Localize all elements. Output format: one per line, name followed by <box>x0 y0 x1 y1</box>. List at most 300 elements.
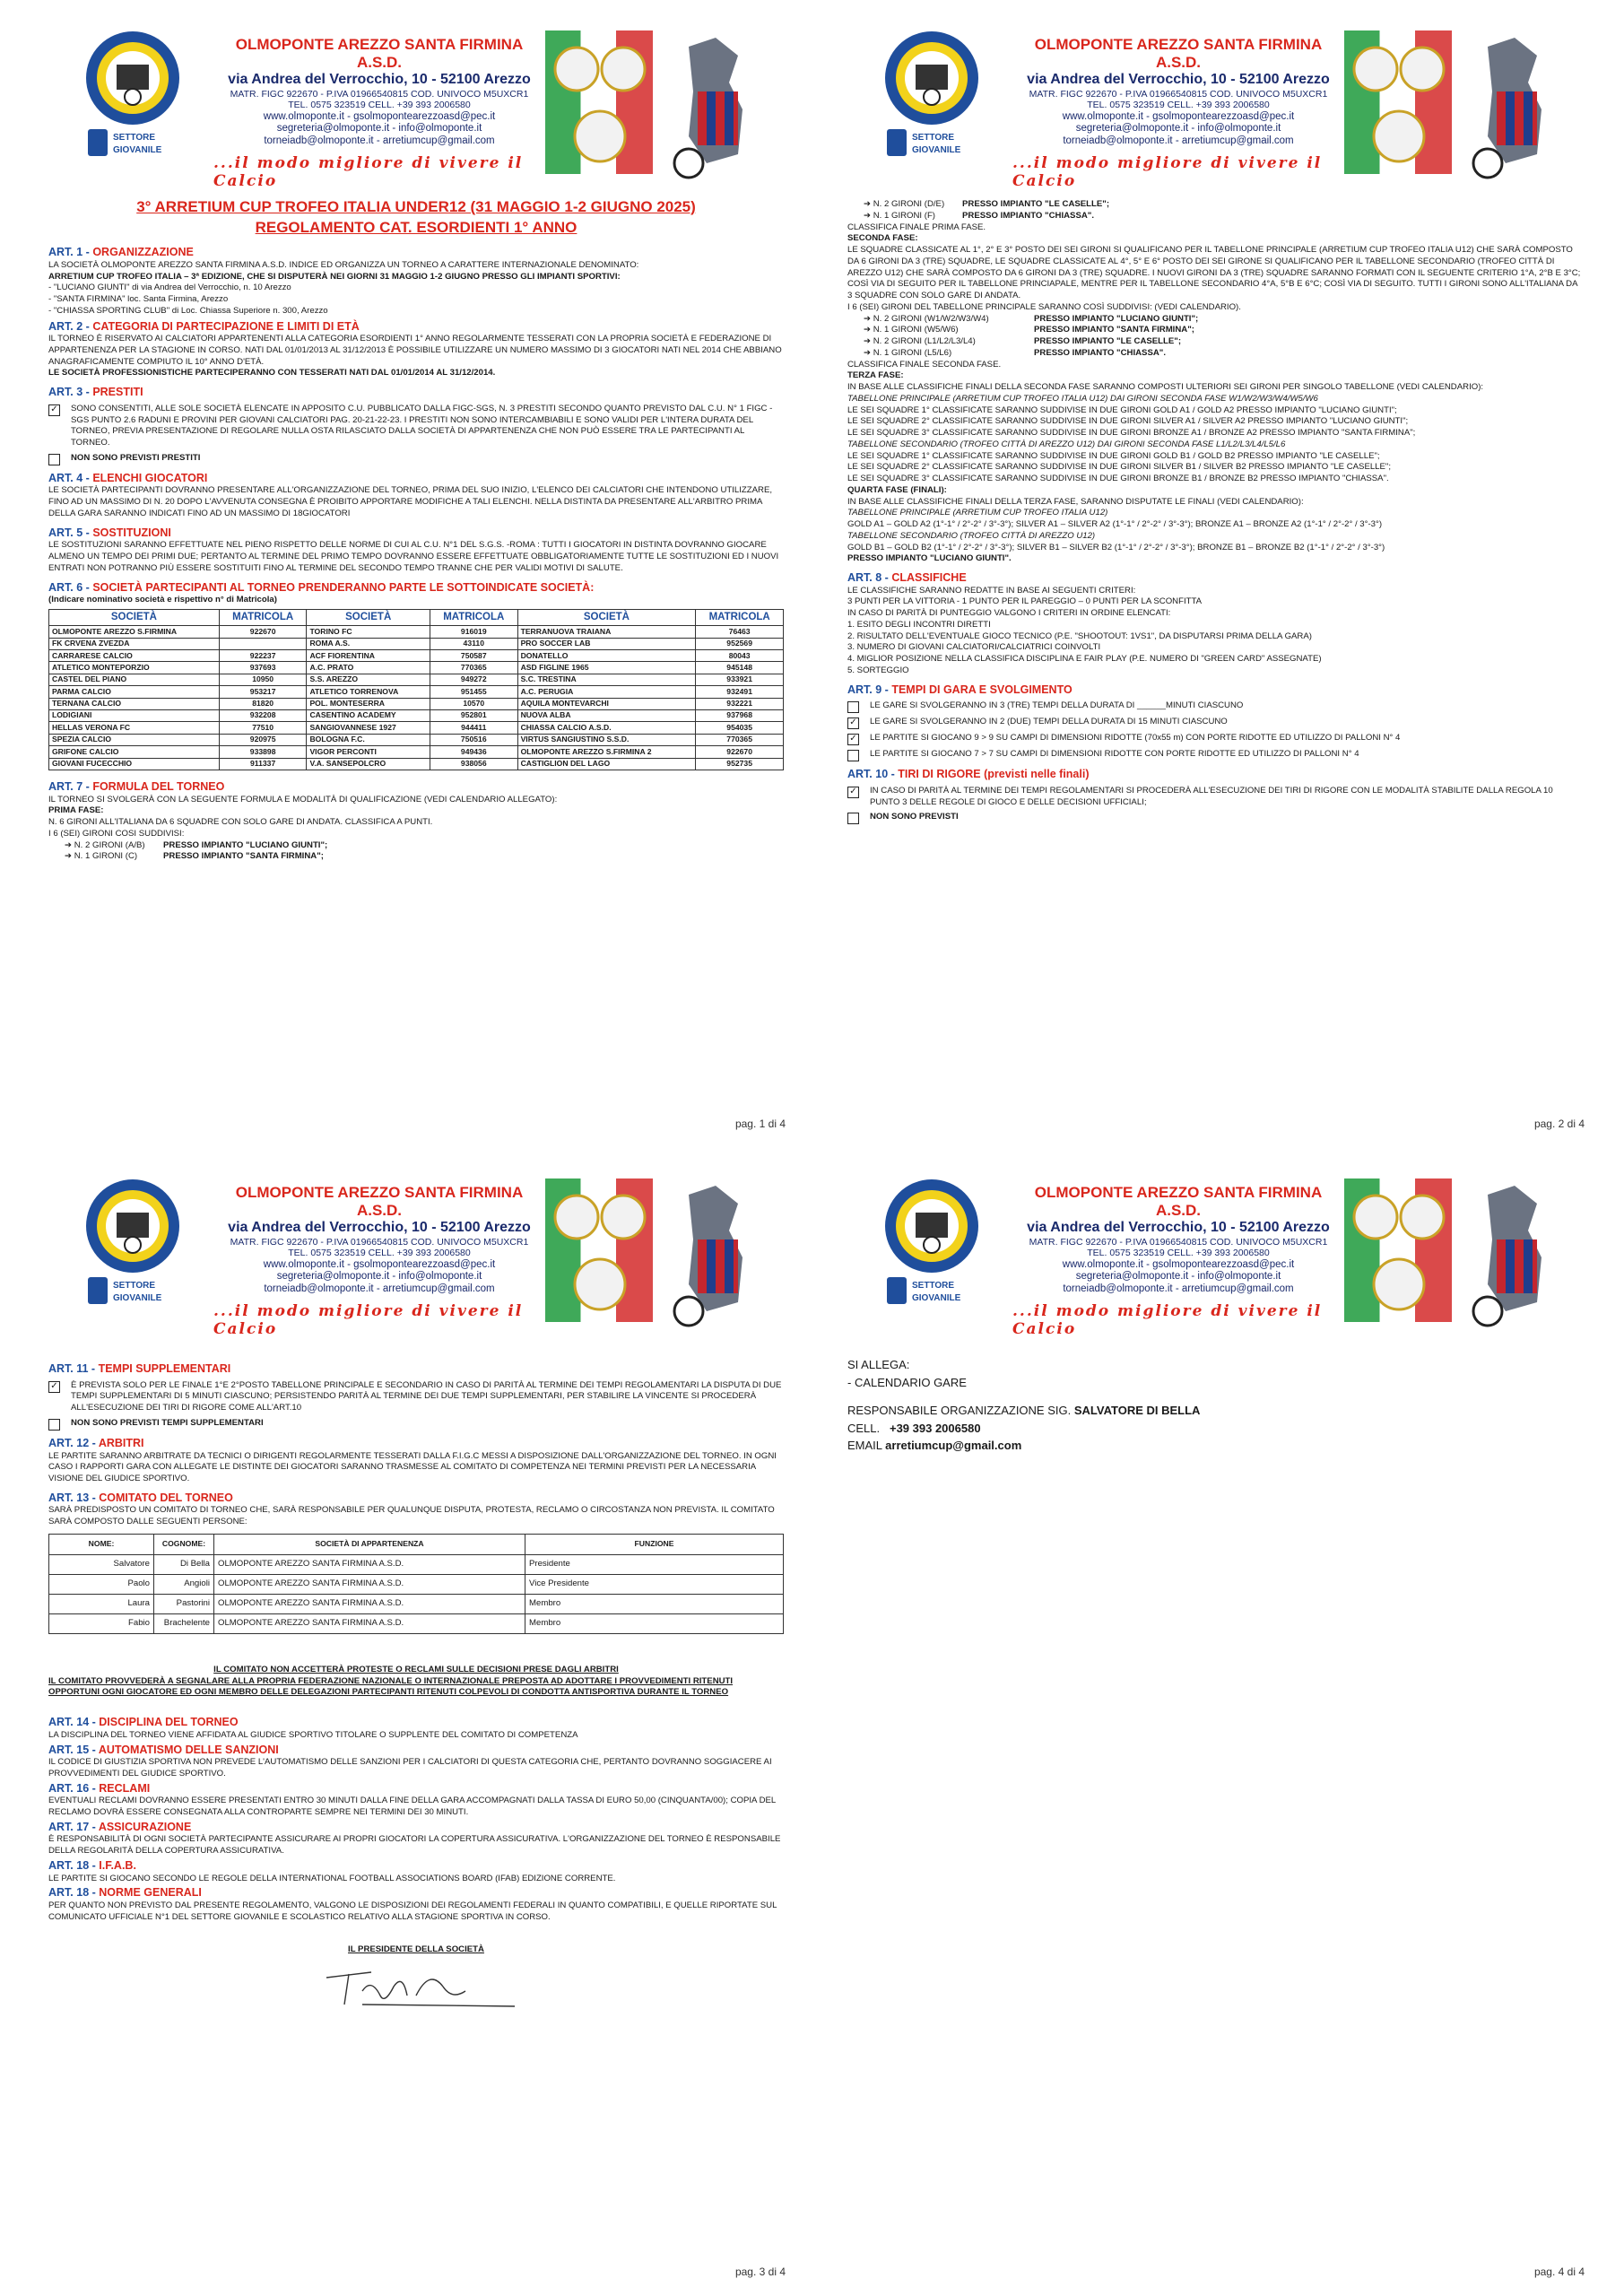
committee-table-header: NOME: <box>49 1534 154 1554</box>
team-cell: ROMA A.S. <box>307 638 430 649</box>
committee-cell: Laura <box>49 1594 154 1613</box>
club-name: OLMOPONTE AREZZO SANTA FIRMINA A.S.D. <box>1034 1184 1323 1220</box>
table-row <box>49 734 784 745</box>
team-cell: AQUILA MONTEVARCHI <box>517 698 696 709</box>
venue-3: - "CHIASSA SPORTING CLUB" di Loc. Chiassa Superiore n. 300, Arezzo <box>48 305 328 316</box>
club-web: www.olmoponte.it - gsolmopontearezzoasd@pec.it <box>1062 1258 1295 1270</box>
committee-cell: Membro <box>525 1613 784 1633</box>
club-email-2: torneiadb@olmoponte.it - arretiumcup@gmail.com <box>264 1283 495 1294</box>
team-cell: DONATELLO <box>517 650 696 662</box>
matricola-cell: 750516 <box>430 734 517 745</box>
club-motto: ...il modo migliore di vivere il Calcio <box>1012 154 1323 190</box>
email-line: EMAIL arretiumcup@gmail.com <box>847 1439 1022 1452</box>
matricola-cell: 922670 <box>219 626 307 638</box>
art-8-text: 3 PUNTI PER LA VITTORIA - 1 PUNTO PER IL PAREGGIO – 0 PUNTI PER LA SCONFITTA <box>847 596 1203 607</box>
committee-cell: Fabio <box>49 1613 154 1633</box>
table-row <box>49 1554 784 1574</box>
art-8-heading: ART. 8 - CLASSIFICHE <box>847 571 967 584</box>
svg-text:SETTORE: SETTORE <box>113 133 156 143</box>
matricola-cell: 922670 <box>696 746 784 758</box>
art-15-text: IL CODICE DI GIUSTIZIA SPORTIVA NON PREVEDE L'AUTOMATISMO DELLE SANZIONI PER I CALCIATORI DI QUESTA CATEGORIA CHE, PERTANTO DOVRANNO SOGGIACERE AI PROVVEDIMENTI DEL GIUDICE SPORTIVO. <box>48 1757 772 1779</box>
team-cell: TORINO FC <box>307 626 430 638</box>
horse-mascot-icon <box>1452 1177 1577 1329</box>
art-1-text: LA SOCIETÀ OLMOPONTE AREZZO SANTA FIRMINA A.S.D. INDICE ED ORGANIZZA UN TORNEO A CARATTERE INTERNAZIONALE DENOMINATO: <box>48 259 639 270</box>
matricola-cell: 938056 <box>430 758 517 770</box>
arrow-right-icon: ➔ <box>65 839 74 850</box>
team-cell: VIGOR PERCONTI <box>307 746 430 758</box>
teams-table-header: MATRICOLA <box>430 609 517 625</box>
checkbox-checked-icon[interactable]: ✓ <box>847 718 859 729</box>
settore-giovanile-logo-icon <box>885 126 984 161</box>
team-cell: CHIASSA CALCIO A.S.D. <box>517 722 696 734</box>
tournament-badges-icon <box>550 38 648 172</box>
club-motto: ...il modo migliore di vivere il Calcio <box>213 1302 524 1338</box>
team-cell: ACF FIORENTINA <box>307 650 430 662</box>
phase-4-main-finals: GOLD A1 – GOLD A2 (1°-1° / 2°-2° / 3°-3°); SILVER A1 – SILVER A2 (1°-1° / 2°-2° / 3°-3°); BRONZE A1 – BRONZE A2 (1°-1° / 2°-2° / 3°-3°) <box>847 519 1383 529</box>
club-web: www.olmoponte.it - gsolmopontearezzoasd@pec.it <box>1062 110 1295 122</box>
art-15-heading: ART. 15 - AUTOMATISMO DELLE SANZIONI <box>48 1743 279 1756</box>
page-4-body <box>847 1356 1583 1455</box>
svg-text:GIOVANILE: GIOVANILE <box>912 1293 961 1303</box>
phase-4-label: QUARTA FASE (FINALI): <box>847 484 947 495</box>
arrow-right-icon: ➔ <box>864 325 873 335</box>
phase-3-line: LE SEI SQUADRE 2° CLASSIFICATE SARANNO SUDDIVISE IN DUE GIRONI SILVER A1 / SILVER A2 PRESSO IMPIANTO "LUCIANO GIUNTI"; <box>847 416 1409 427</box>
page-2-body <box>847 199 1583 828</box>
committee-cell: Brachelente <box>154 1613 214 1633</box>
art-16-text: EVENTUALI RECLAMI DOVRANNO ESSERE PRESENTATI ENTRO 30 MINUTI DALLA FINE DELLA GARA ACCOMPAGNATI DALLA TASSA DI EURO 50,00 (CINQUANTA/00); COPIA DEL RECLAMO DOVRÀ ESSERE CONSEGNATA ALLA CONTROPARTE SEMPRE NEI TERMINI DEI 30 MINUTI. <box>48 1796 776 1817</box>
art-12-heading: ART. 12 - ARBITRI <box>48 1436 144 1449</box>
page-number: pag. 2 di 4 <box>1533 1118 1585 1130</box>
art-3-option-1-text: SONO CONSENTITI, ALLE SOLE SOCIETÀ ELENCATE IN APPOSITO C.U. PUBBLICATO DALLA FIGC-SGS, N. 3 PRESTITI SECONDO QUANTO PREVISTO DAL C.U. N° 1 FIGC - SGS PUNTO 2.6 RADUNI E PROVINI PER GIOVANI CALCIATORI PAG. 20-21-22-23. I PRESTITI NON SONO INTERCAMBIABILI E SONO VALIDI PER L'INTERA DURATA DEL TORNEO, PREVIA PRESENTAZIONE DI REGOLARE NULLA OSTA RILASCIATO DALLA SOCIETÀ DI APPARTENENZA CHE NON PUÒ ESSERE TRA LE PARTECIPANTI AL TORNEO. <box>71 403 773 448</box>
art-10-option-2: NON SONO PREVISTI <box>847 812 1583 824</box>
committee-table-header: FUNZIONE <box>525 1534 784 1554</box>
art-14-heading: ART. 14 - DISCIPLINA DEL TORNEO <box>48 1716 239 1729</box>
art-7-text-2: N. 6 GIRONI ALL'ITALIANA DA 6 SQUADRE CON SOLO GARE DI ANDATA. CLASSIFICA A PUNTI. <box>48 817 433 828</box>
matricola-cell: 952569 <box>696 638 784 649</box>
art-9-option-2: ✓ LE GARE SI SVOLGERANNO IN 2 (DUE) TEMPI DELLA DURATA DI 15 MINUTI CIASCUNO <box>847 717 1583 729</box>
club-address: via Andrea del Verrocchio, 10 - 52100 Arezzo <box>1027 72 1330 88</box>
table-row <box>49 626 784 638</box>
criteria-item: 3. NUMERO DI GIOVANI CALCIATORI/CALCIATRICI COINVOLTI <box>847 642 1101 653</box>
committee-table-header: SOCIETÀ DI APPARTENENZA <box>214 1534 525 1554</box>
committee-cell: Paolo <box>49 1574 154 1594</box>
committee-cell: Vice Presidente <box>525 1574 784 1594</box>
matricola-cell: 952801 <box>430 709 517 721</box>
art-9-option-3: ✓ LE PARTITE SI GIOCANO 9 > 9 SU CAMPI DI DIMENSIONI RIDOTTE (70x55 m) CON PORTE RIDOTTE ED UTILIZZO DI PALLONI N° 4 <box>847 733 1583 745</box>
cell-number: +39 393 2006580 <box>889 1421 981 1435</box>
club-email-1: segreteria@olmoponte.it - info@olmoponte.it <box>276 1271 482 1283</box>
team-cell: PARMA CALCIO <box>49 686 220 698</box>
matricola-cell <box>219 638 307 649</box>
matricola-cell: 954035 <box>696 722 784 734</box>
art-18-general-heading: ART. 18 - NORME GENERALI <box>48 1886 202 1900</box>
checkbox-checked-icon[interactable]: ✓ <box>48 1381 60 1393</box>
settore-giovanile-logo-icon <box>885 1274 984 1309</box>
committee-table-header: COGNOME: <box>154 1534 214 1554</box>
team-cell: GIOVANI FUCECCHIO <box>49 758 220 770</box>
committee-cell: OLMOPONTE AREZZO SANTA FIRMINA A.S.D. <box>214 1554 525 1574</box>
matricola-cell: 932208 <box>219 709 307 721</box>
matricola-cell: 911337 <box>219 758 307 770</box>
art-1-text-2: ARRETIUM CUP TROFEO ITALIA – 3ª EDIZIONE, CHE SI DISPUTERÀ NEI GIORNI 31 MAGGIO 1-2 GIUGNO PRESSO GLI IMPIANTI SPORTIVI: <box>48 271 621 282</box>
club-logo-icon <box>79 1177 187 1275</box>
phase-3-line: LE SEI SQUADRE 2° CLASSIFICATE SARANNO SUDDIVISE IN DUE GIRONI SILVER B1 / SILVER B2 PRESSO IMPIANTO "LE CASELLE"; <box>847 462 1391 473</box>
table-row <box>49 758 784 770</box>
art-9-option-4: LE PARTITE SI GIOCANO 7 > 7 SU CAMPI DI DIMENSIONI RIDOTTE CON PORTE RIDOTTE ED UTILIZZO DI PALLONI N° 4 <box>847 749 1583 761</box>
responsible-name: SALVATORE DI BELLA <box>1073 1404 1201 1417</box>
table-row <box>49 662 784 674</box>
club-email-2: torneiadb@olmoponte.it - arretiumcup@gmail.com <box>1063 135 1294 146</box>
checkbox-unchecked-icon[interactable] <box>847 701 859 713</box>
team-cell: GRIFONE CALCIO <box>49 746 220 758</box>
criteria-item: 1. ESITO DEGLI INCONTRI DIRETTI <box>847 619 991 630</box>
team-cell: A.C. PRATO <box>307 662 430 674</box>
phase-3-main-bracket: TABELLONE PRINCIPALE (ARRETIUM CUP TROFEO ITALIA U12) DAI GIRONI SECONDA FASE W1/W2/W3/W4/W5/W6 <box>847 393 1318 404</box>
settore-giovanile-logo-icon <box>86 126 185 161</box>
matricola-cell: 933921 <box>696 674 784 685</box>
matricola-cell: 10950 <box>219 674 307 685</box>
tournament-badges-icon <box>1349 1186 1447 1320</box>
table-row <box>49 650 784 662</box>
arrow-right-icon: ➔ <box>65 851 74 862</box>
matricola-cell: 933898 <box>219 746 307 758</box>
phase-3-line: LE SEI SQUADRE 1° CLASSIFICATE SARANNO SUDDIVISE IN DUE GIRONI GOLD A1 / GOLD A2 PRESSO IMPIANTO "LUCIANO GIUNTI"; <box>847 404 1397 415</box>
matricola-cell: 949272 <box>430 674 517 685</box>
phase-2-text: LE SQUADRE CLASSICATE AL 1°, 2° E 3° POSTO DEI SEI GIRONI SI QUALIFICANO PER IL TABELLONE PRINCIPALE (ARRETIUM CUP TROFEO ITALIA U12) CHE SARÀ COMPOSTO DA 6 GIRONI DA 3 (TRE) SQUADRE, LE SQUADRE CLASSICATE AL 4°, 5° E 6° POSTO DEI SEI GIRONE SI QUALIFICANO PER IL TABELLONE SECONDARIO (TROFEO CITTÀ DI AREZZO U12) CHE SARÀ COMPOSTO DA 6 GIRONI DA 3 (TRE) SQUADRE. I NUOVI GIRONI DA 3 (TRE) SQUADRE SARANNO FORMATI CON IL SEGUENTE CRITERIO 1°A, 2°B E 3°C; COSÌ VIA DI SEGUITO PER IL TABELLONE PRINCIAPALE, MENTRE PER IL TABELLONE SECONDARIO 4°A, 5°B E 6°C; COSÌ VIA DI SEGUITO. TUTTI I GIRONI SONO ALL'ITALIANA DA 3 SQUADRE CON SOLO GARE DI ANDATA. <box>847 245 1581 300</box>
arrow-right-icon: ➔ <box>864 313 873 324</box>
team-cell: TERRANUOVA TRAIANA <box>517 626 696 638</box>
club-name: OLMOPONTE AREZZO SANTA FIRMINA A.S.D. <box>235 1184 524 1220</box>
table-row <box>49 674 784 685</box>
art-8-text: LE CLASSIFICHE SARANNO REDATTE IN BASE AI SEGUENTI CRITERI: <box>847 585 1136 596</box>
letterhead <box>878 20 1577 190</box>
art-9-option-1: LE GARE SI SVOLGERANNO IN 3 (TRE) TEMPI DELLA DURATA DI ______MINUTI CIASCUNO <box>847 700 1583 713</box>
team-cell: V.A. SANSEPOLCRO <box>307 758 430 770</box>
teams-table-header: MATRICOLA <box>219 609 307 625</box>
teams-table-header: SOCIETÀ <box>307 609 430 625</box>
svg-text:SETTORE: SETTORE <box>113 1281 156 1291</box>
phase-4-text: IN BASE ALLE CLASSIFICHE FINALI DELLA TERZA FASE, SARANNO DISPUTATE LE FINALI (VEDI CALENDARIO): <box>847 496 1304 507</box>
committee-cell: OLMOPONTE AREZZO SANTA FIRMINA A.S.D. <box>214 1594 525 1613</box>
matricola-cell: 750587 <box>430 650 517 662</box>
email-address[interactable]: arretiumcup@gmail.com <box>885 1439 1022 1452</box>
signature-icon <box>308 1960 524 2013</box>
committee-cell: Di Bella <box>154 1554 214 1574</box>
art-11-option-1: ✓ È PREVISTA SOLO PER LE FINALE 1°E 2°POSTO TABELLONE PRINCIPALE E SECONDARIO IN CASO DI PARITÀ AL TERMINE DEI TEMPI REGOLAMENTARI LA DISPUTA DI DUE TEMPI SUPPLEMENTARI DI 5 MINUTI CIASCUNO; PERSISTENDO PARITÀ AL TERMINE DEI DUE TEMPI SUPPLEMENTARI, PER STABILIRE LA VINCENTE SI PROCEDERÀ ALL'ESECUZIONE DEI TIRI DI RIGORE COME ALL'ART.10 <box>48 1380 784 1414</box>
club-email-1: segreteria@olmoponte.it - info@olmoponte.it <box>1075 123 1281 135</box>
cell-line: CELL. +39 393 2006580 <box>847 1421 981 1435</box>
matricola-cell: 81820 <box>219 698 307 709</box>
table-row <box>49 1594 784 1613</box>
art-3-option-1 <box>48 404 784 449</box>
team-cell: FK CRVENA ZVEZDA <box>49 638 220 649</box>
team-cell: CASTIGLION DEL LAGO <box>517 758 696 770</box>
svg-text:GIOVANILE: GIOVANILE <box>113 1293 162 1303</box>
checkbox-unchecked-icon[interactable] <box>48 454 60 465</box>
tournament-badges-icon <box>1349 38 1447 172</box>
team-cell: LODIGIANI <box>49 709 220 721</box>
teams-table-header: SOCIETÀ <box>49 609 220 625</box>
svg-text:SETTORE: SETTORE <box>912 133 955 143</box>
art-11-option-2: NON SONO PREVISTI TEMPI SUPPLEMENTARI <box>48 1418 784 1431</box>
art-7-text: IL TORNEO SI SVOLGERÀ CON LA SEGUENTE FORMULA E MODALITÀ DI QUALIFICAZIONE (VEDI CALENDARIO ALLEGATO): <box>48 794 558 804</box>
page-4 <box>813 1157 1610 2289</box>
club-address: via Andrea del Verrocchio, 10 - 52100 Arezzo <box>1027 1220 1330 1236</box>
art-4-text: LE SOCIETÀ PARTECIPANTI DOVRANNO PRESENTARE ALL'ORGANIZZAZIONE DEL TORNEO, PRIMA DEL SUO INIZIO, L'ELENCO DEI CALCIATORI CHE INTENDONO UTILIZZARE, FINO AD UN MASSIMO DI N. 20 DOPO L'AVVENUTA CONSEGNA È PROIBITO APPORTARE MODIFICHE A TALI ELENCHI. NELLA DISTINTA DA PRESENTARE ALL'ARBITRO PRIMA DELLA GARA SARANNO INDICATI FINO AD UN MASSIMO DI 18GIOCATORI <box>48 485 773 518</box>
page-number: pag. 1 di 4 <box>734 1118 786 1130</box>
phase-3-line: LE SEI SQUADRE 3° CLASSIFICATE SARANNO SUDDIVISE IN DUE GIRONI BRONZE B1 / BRONZE B2 PRESSO IMPIANTO "CHIASSA". <box>847 474 1389 483</box>
art-7-phase: PRIMA FASE: <box>48 805 104 816</box>
matricola-cell: 932491 <box>696 686 784 698</box>
table-row <box>49 698 784 709</box>
team-cell: HELLAS VERONA FC <box>49 722 220 734</box>
art-5-text: LE SOSTITUZIONI SARANNO EFFETTUATE NEL PIENO RISPETTO DELLE NORME DI CUI AL C.U. N°1 DEL S.G.S. -ROMA : TUTTI I GIOCATORI IN DISTINTA DOVRANNO GIOCARE ALMENO UN TEMPO DEI PRIMI DUE; PERTANTO AL TERMINE DEL PRIMO TEMPO DOVRANNO ESSERE EFFETTUATE OBBLIGATORIAMENTE TUTTE LE SOSTITUZIONI ED I NUOVI ENTRATI NON POTRANNO PIÙ ESSERE SOSTITUITI FINO AL TERMINE DEL SECONDO TEMPO TRANNE CHE PER VALIDI MOTIVI DI SALUTE. <box>48 540 779 573</box>
svg-text:SETTORE: SETTORE <box>912 1281 955 1291</box>
club-phone: TEL. 0575 323519 CELL. +39 393 2006580 <box>1087 100 1270 111</box>
document-subtitle: REGOLAMENTO CAT. ESORDIENTI 1° ANNO <box>255 218 578 236</box>
club-name: OLMOPONTE AREZZO SANTA FIRMINA A.S.D. <box>1034 36 1323 72</box>
art-4-heading: ART. 4 - ELENCHI GIOCATORI <box>48 471 208 484</box>
page-3 <box>14 1157 811 2289</box>
responsible-line: RESPONSABILE ORGANIZZAZIONE SIG. SALVATORE DI BELLA <box>847 1404 1201 1417</box>
table-row <box>49 746 784 758</box>
team-cell: SANGIOVANNESE 1927 <box>307 722 430 734</box>
page-3-body <box>48 1356 784 2013</box>
art-7-text-3: I 6 (SEI) GIRONI COSI SUDDIVISI: <box>48 828 185 839</box>
matricola-cell: 951455 <box>430 686 517 698</box>
table-row <box>49 709 784 721</box>
art-3-option-2 <box>48 453 784 465</box>
letterhead-info <box>1012 36 1344 147</box>
matricola-cell: 937693 <box>219 662 307 674</box>
arrow-right-icon: ➔ <box>864 199 873 209</box>
team-cell: CARRARESE CALCIO <box>49 650 220 662</box>
art-17-heading: ART. 17 - ASSICURAZIONE <box>48 1820 192 1833</box>
team-cell: BOLOGNA F.C. <box>307 734 430 745</box>
club-email-1: segreteria@olmoponte.it - info@olmoponte.it <box>276 123 482 135</box>
club-web: www.olmoponte.it - gsolmopontearezzoasd@pec.it <box>263 110 496 122</box>
phase-4-secondary-finals: GOLD B1 – GOLD B2 (1°-1° / 2°-2° / 3°-3°); SILVER B1 – SILVER B2 (1°-1° / 2°-2° / 3°-3°); BRONZE B1 – BRONZE B2 (1°-1° / 2°-2° / 3°-3°) <box>847 542 1385 552</box>
table-row <box>49 686 784 698</box>
letterhead <box>79 20 778 190</box>
team-cell: ATLETICO MONTEPORZIO <box>49 662 220 674</box>
club-registration: MATR. FIGC 922670 - P.IVA 01966540815 COD. UNIVOCO M5UXCR1 <box>230 1236 529 1248</box>
group-row: ➔ N. 1 GIRONI (C) PRESSO IMPIANTO "SANTA FIRMINA"; <box>65 851 324 862</box>
matricola-cell: 916019 <box>430 626 517 638</box>
checkbox-checked-icon[interactable]: ✓ <box>48 404 60 416</box>
club-address: via Andrea del Verrocchio, 10 - 52100 Arezzo <box>228 1220 531 1236</box>
art-16-heading: ART. 16 - RECLAMI <box>48 1781 151 1795</box>
venue-2: - "SANTA FIRMINA" loc. Santa Firmina, Arezzo <box>48 294 229 305</box>
matricola-cell: 949436 <box>430 746 517 758</box>
art-1-heading: ART. 1 - ORGANIZZAZIONE <box>48 246 194 259</box>
svg-text:GIOVANILE: GIOVANILE <box>113 145 162 155</box>
matricola-cell: 922237 <box>219 650 307 662</box>
art-12-text: LE PARTITE SARANNO ARBITRATE DA TECNICI O DIRIGENTI REGOLARMENTE TESSERATI DALLA F.I.G.C MESSI A DISPOSIZIONE DALL'ORGANIZZAZIONE DEL TORNEO. IN OGNI CASO I RAPPORTI GARA CON ALLEGATE LE DISTINTE DEI GIOCATORI SARANNO TRASMESSE AL COMITATO DI COMPETENZA NEI TERMINI PREVISTI PER LA NECESSARIA VISIONE DEL GIUDICE SPORTIVO. <box>48 1450 777 1483</box>
team-cell: S.S. AREZZO <box>307 674 430 685</box>
art-14-text: LA DISCIPLINA DEL TORNEO VIENE AFFIDATA AL GIUDICE SPORTIVO TITOLARE O SUPPLENTE DEL COMITATO DI COMPETENZA <box>48 1729 578 1740</box>
club-motto: ...il modo migliore di vivere il Calcio <box>213 154 524 190</box>
art-3-option-2-text: NON SONO PREVISTI PRESTITI <box>71 452 201 463</box>
letterhead-info <box>213 36 545 147</box>
arrow-right-icon: ➔ <box>864 210 873 221</box>
checkbox-checked-icon[interactable]: ✓ <box>847 787 859 798</box>
committee-cell: Pastorini <box>154 1594 214 1613</box>
art-18-general-text: PER QUANTO NON PREVISTO DAL PRESENTE REGOLAMENTO, VALGONO LE DISPOSIZIONI DEI REGOLAMENTI FEDERALI IN QUANTO COMPATIBILI, E QUELLE RIPORTATE SUL COMUNICATO UFFICIALE N°1 DEL SETTORE GIOVANILE E SCOLASTICO RELATIVO ALLA STAGIONE SPORTIVA IN CORSO. <box>48 1900 777 1922</box>
phase-2-text-2: I 6 (SEI) GIRONI DEL TABELLONE PRINCIPALE SARANNO COSÌ SUDDIVISI: (VEDI CALENDARIO). <box>847 301 1241 312</box>
attachment-item: - CALENDARIO GARE <box>847 1375 967 1389</box>
matricola-cell: 937968 <box>696 709 784 721</box>
group-row: ➔ N. 2 GIRONI (L1/L2/L3/L4) PRESSO IMPIANTO "LE CASELLE"; <box>864 336 1182 346</box>
page-1-body <box>48 197 784 863</box>
venue-1: - "LUCIANO GIUNTI" di via Andrea del Verrocchio, n. 10 Arezzo <box>48 283 291 293</box>
checkbox-unchecked-icon[interactable] <box>847 813 859 824</box>
letterhead <box>79 1168 778 1338</box>
phase-4-main: TABELLONE PRINCIPALE (ARRETIUM CUP TROFEO ITALIA U12) <box>847 508 1108 518</box>
club-email-2: torneiadb@olmoponte.it - arretiumcup@gmail.com <box>264 135 495 146</box>
tournament-badges-icon <box>550 1186 648 1320</box>
committee-cell: OLMOPONTE AREZZO SANTA FIRMINA A.S.D. <box>214 1613 525 1633</box>
art-3-heading: ART. 3 - PRESTITI <box>48 386 143 399</box>
club-name: OLMOPONTE AREZZO SANTA FIRMINA A.S.D. <box>235 36 524 72</box>
settore-giovanile-logo-icon <box>86 1274 185 1309</box>
matricola-cell: 932221 <box>696 698 784 709</box>
teams-table-header: SOCIETÀ <box>517 609 696 625</box>
art-10-option-1: ✓ IN CASO DI PARITÀ AL TERMINE DEI TEMPI REGOLAMENTARI SI PROCEDERÀ ALL'ESECUZIONE DEI TIRI DI RIGORE CON LE MODALITÀ STABILITE DALLA REGOLA 10 PUNTO 3 DELLE REGOLE DI GIOCO E DELLE DECISIONI UFFICIALI; <box>847 786 1583 809</box>
committee-cell: Membro <box>525 1594 784 1613</box>
team-cell: SPEZIA CALCIO <box>49 734 220 745</box>
team-cell: CASENTINO ACADEMY <box>307 709 430 721</box>
matricola-cell: 770365 <box>696 734 784 745</box>
matricola-cell: 770365 <box>430 662 517 674</box>
art-10-heading: ART. 10 - TIRI DI RIGORE (previsti nelle finali) <box>847 768 1090 781</box>
page-number: pag. 4 di 4 <box>1533 2266 1585 2278</box>
club-email-2: torneiadb@olmoponte.it - arretiumcup@gmail.com <box>1063 1283 1294 1294</box>
team-cell: S.C. TRESTINA <box>517 674 696 685</box>
team-cell: POL. MONTESERRA <box>307 698 430 709</box>
club-phone: TEL. 0575 323519 CELL. +39 393 2006580 <box>288 100 471 111</box>
phase-2-label: SECONDA FASE: <box>847 233 918 244</box>
letterhead-info <box>213 1184 545 1295</box>
committee-cell: OLMOPONTE AREZZO SANTA FIRMINA A.S.D. <box>214 1574 525 1594</box>
club-email-1: segreteria@olmoponte.it - info@olmoponte.it <box>1075 1271 1281 1283</box>
club-registration: MATR. FIGC 922670 - P.IVA 01966540815 COD. UNIVOCO M5UXCR1 <box>1029 1236 1328 1248</box>
arrow-right-icon: ➔ <box>864 347 873 358</box>
matricola-cell: 920975 <box>219 734 307 745</box>
matricola-cell: 76463 <box>696 626 784 638</box>
club-logo-icon <box>878 29 986 127</box>
team-cell: CASTEL DEL PIANO <box>49 674 220 685</box>
team-cell: NUOVA ALBA <box>517 709 696 721</box>
group-row: ➔ N. 2 GIRONI (A/B) PRESSO IMPIANTO "LUCIANO GIUNTI"; <box>65 839 328 850</box>
art-17-text: È RESPONSABILITÀ DI OGNI SOCIETÀ PARTECIPANTE ASSICURARE AI PROPRI GIOCATORI LA COPERTURA ASSICURATIVA. L'ORGANIZZAZIONE DEL TORNEO È RESPONSABILE DELLA REGOLARITÀ DELLA COPERTURA ASSICURATIVA. <box>48 1834 781 1857</box>
team-cell: A.C. PERUGIA <box>517 686 696 698</box>
group-row: ➔ N. 1 GIRONI (L5/L6) PRESSO IMPIANTO "CHIASSA". <box>864 347 1166 358</box>
team-cell: OLMOPONTE AREZZO S.FIRMINA 2 <box>517 746 696 758</box>
phase-3-secondary-bracket: TABELLONE SECONDARIO (TROFEO CITTÀ DI AREZZO U12) DAI GIRONI SECONDA FASE L1/L2/L3/L4/L5/L6 <box>847 439 1286 449</box>
table-row <box>49 638 784 649</box>
team-cell: OLMOPONTE AREZZO S.FIRMINA <box>49 626 220 638</box>
classifica-1: CLASSIFICA FINALE PRIMA FASE. <box>847 222 986 232</box>
table-row <box>49 1613 784 1633</box>
table-row <box>49 1574 784 1594</box>
team-cell: ATLETICO TORRENOVA <box>307 686 430 698</box>
club-motto: ...il modo migliore di vivere il Calcio <box>1012 1302 1323 1338</box>
arrow-right-icon: ➔ <box>864 336 873 346</box>
letterhead-info <box>1012 1184 1344 1295</box>
phase-4-venue: PRESSO IMPIANTO "LUCIANO GIUNTI". <box>847 553 1012 564</box>
teams-table <box>48 609 784 770</box>
table-row <box>49 722 784 734</box>
team-cell: PRO SOCCER LAB <box>517 638 696 649</box>
committee-cell: Angioli <box>154 1574 214 1594</box>
letterhead <box>878 1168 1577 1338</box>
matricola-cell: 10570 <box>430 698 517 709</box>
matricola-cell: 952735 <box>696 758 784 770</box>
art-18-heading: ART. 18 - I.F.A.B. <box>48 1858 136 1872</box>
matricola-cell: 80043 <box>696 650 784 662</box>
horse-mascot-icon <box>1452 29 1577 181</box>
club-phone: TEL. 0575 323519 CELL. +39 393 2006580 <box>288 1248 471 1259</box>
criteria-item: 4. MIGLIOR POSIZIONE NELLA CLASSIFICA DISCIPLINA E FAIR PLAY (P.E. NUMERO DI "GREEN CARD" ASSEGNATE) <box>847 654 1322 665</box>
horse-mascot-icon <box>653 29 778 181</box>
club-address: via Andrea del Verrocchio, 10 - 52100 Arezzo <box>228 72 531 88</box>
art-13-heading: ART. 13 - COMITATO DEL TORNEO <box>48 1491 233 1504</box>
club-registration: MATR. FIGC 922670 - P.IVA 01966540815 COD. UNIVOCO M5UXCR1 <box>1029 88 1328 100</box>
group-row: ➔ N. 1 GIRONI (W5/W6) PRESSO IMPIANTO "SANTA FIRMINA"; <box>864 325 1194 335</box>
phase-3-text: IN BASE ALLE CLASSIFICHE FINALI DELLA SECONDA FASE SARANNO COMPOSTI ULTERIORI SEI GIRONI PER SINGOLO TABELLONE (VEDI CALENDARIO): <box>847 382 1484 392</box>
phase-3-line: LE SEI SQUADRE 1° CLASSIFICATE SARANNO SUDDIVISE IN DUE GIRONI GOLD B1 / GOLD B2 PRESSO IMPIANTO "LE CASELLE"; <box>847 450 1380 461</box>
art-6-note: (Indicare nominativo società e rispettivo n° di Matricola) <box>48 595 277 605</box>
club-logo-icon <box>878 1177 986 1275</box>
phase-4-secondary: TABELLONE SECONDARIO (TROFEO CITTÀ DI AREZZO U12) <box>847 530 1096 541</box>
teams-table-header: MATRICOLA <box>696 609 784 625</box>
committee-cell: Salvatore <box>49 1554 154 1574</box>
svg-text:GIOVANILE: GIOVANILE <box>912 145 961 155</box>
page-2 <box>813 9 1610 1141</box>
checkbox-unchecked-icon[interactable] <box>48 1419 60 1431</box>
club-registration: MATR. FIGC 922670 - P.IVA 01966540815 COD. UNIVOCO M5UXCR1 <box>230 88 529 100</box>
phase-3-label: TERZA FASE: <box>847 370 904 381</box>
attachment-label: SI ALLEGA: <box>847 1358 910 1371</box>
art-2-heading: ART. 2 - CATEGORIA DI PARTECIPAZIONE E LIMITI DI ETÀ <box>48 319 360 333</box>
club-phone: TEL. 0575 323519 CELL. +39 393 2006580 <box>1087 1248 1270 1259</box>
matricola-cell: 944411 <box>430 722 517 734</box>
matricola-cell: 945148 <box>696 662 784 674</box>
committee-table <box>48 1534 784 1634</box>
art-11-heading: ART. 11 - TEMPI SUPPLEMENTARI <box>48 1362 231 1375</box>
checkbox-checked-icon[interactable]: ✓ <box>847 734 859 745</box>
club-web: www.olmoponte.it - gsolmopontearezzoasd@pec.it <box>263 1258 496 1270</box>
document-title: 3° ARRETIUM CUP TROFEO ITALIA UNDER12 (31 MAGGIO 1-2 GIUGNO 2025) <box>136 198 696 215</box>
team-cell: VIRTUS SANGIUSTINO S.S.D. <box>517 734 696 745</box>
classifica-2: CLASSIFICA FINALE SECONDA FASE. <box>847 359 1002 370</box>
group-row: ➔ N. 2 GIRONI (W1/W2/W3/W4) PRESSO IMPIANTO "LUCIANO GIUNTI"; <box>864 313 1199 324</box>
signature-label: IL PRESIDENTE DELLA SOCIETÀ <box>348 1944 484 1955</box>
page-number: pag. 3 di 4 <box>734 2266 786 2278</box>
art-8-text: IN CASO DI PARITÀ DI PUNTEGGIO VALGONO I CRITERI IN ORDINE ELENCATI: <box>847 608 1171 619</box>
phase-3-line: LE SEI SQUADRE 3° CLASSIFICATE SARANNO SUDDIVISE IN DUE GIRONI BRONZE A1 / BRONZE A2 PRESSO IMPIANTO "SANTA FIRMINA"; <box>847 428 1416 438</box>
art-2-text: IL TORNEO È RISERVATO AI CALCIATORI APPARTENENTI ALLA CATEGORIA ESORDIENTI 1° ANNO REGOLARMENTE TESSERATI CON LA PROPRIA SOCIETÀ E FEDERAZIONE DI APPARTENENZA PER LA STAGIONE IN CORSO. NATI DAL 01/01/2013 AL 31/12/2013 È POSSIBILE UTILIZZARE UN NUMERO MASSIMO DI 3 GIOCATORI NATI NEL 2014 CHE ABBIANO ANAGRAFICAMENTE COMPIUTO IL 10° ANNO D'ETÀ. <box>48 334 782 367</box>
matricola-cell: 953217 <box>219 686 307 698</box>
checkbox-unchecked-icon[interactable] <box>847 750 859 761</box>
art-6-heading: ART. 6 - SOCIETÀ PARTECIPANTI AL TORNEO PRENDERANNO PARTE LE SOTTOINDICATE SOCIETÀ: <box>48 580 595 594</box>
matricola-cell: 43110 <box>430 638 517 649</box>
team-cell: TERNANA CALCIO <box>49 698 220 709</box>
group-row: ➔ N. 1 GIRONI (F) PRESSO IMPIANTO "CHIASSA". <box>864 210 1094 221</box>
page-1 <box>14 9 811 1141</box>
art-13-text: SARÀ PREDISPOSTO UN COMITATO DI TORNEO CHE, SARÀ RESPONSABILE PER QUALUNQUE DISPUTA, PROTESTA, RECLAMO O CIRCOSTANZA NON PREVISTA. IL COMITATO SARÀ COMPOSTO DALLE SEGUENTI PERSONE: <box>48 1505 775 1527</box>
